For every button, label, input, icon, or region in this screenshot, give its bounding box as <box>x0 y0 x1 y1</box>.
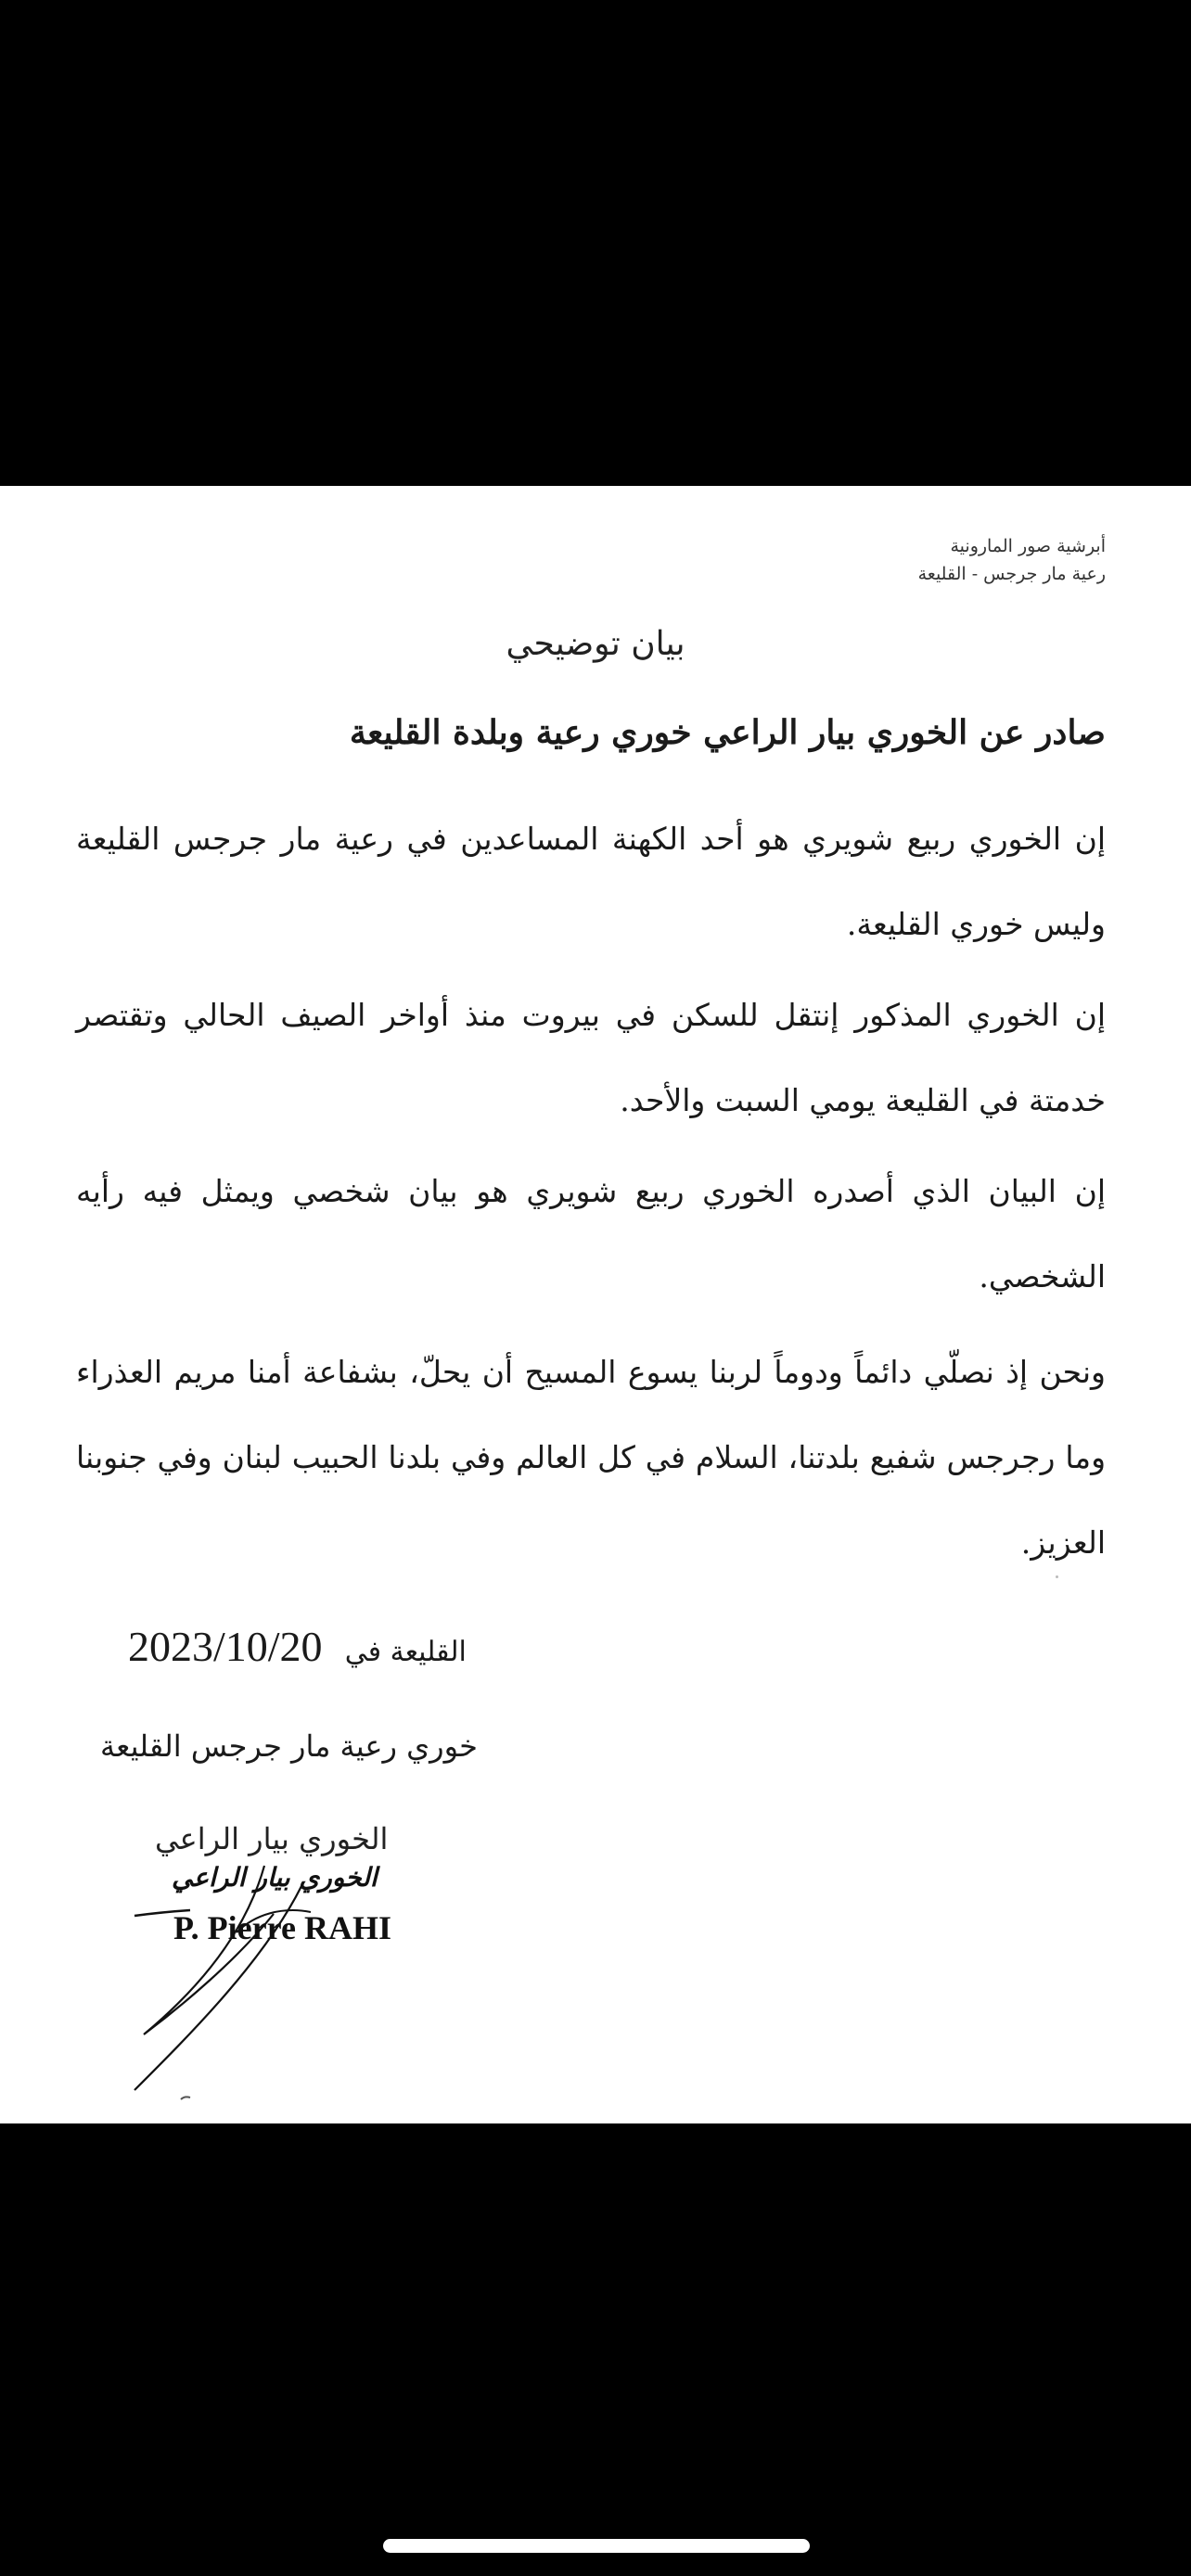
document-heading: بيان توضيحي <box>506 625 685 663</box>
scanned-letter <box>0 486 1191 2123</box>
scan-speck <box>1056 1575 1058 1578</box>
paragraph-4: ونحن إذ نصلّي دائماً ودوماً لربنا يسوع المسيح أن يحلّ، بشفاعة أمنا مريم العذراء وما رجرجس شفيع بلدتنا، السلام في كل العالم وفي بلدنا الحبيب لبنان وفي جنوبنا العزيز. <box>76 1354 1106 1561</box>
paragraph-2: إن الخوري المذكور إنتقل للسكن في بيروت منذ أواخر الصيف الحالي وتقتصر خدمتة في القليعة يومي السبت والأحد. <box>76 997 1106 1118</box>
stamp-name-arabic: الخوري بيار الراعي <box>172 1862 378 1893</box>
home-indicator[interactable] <box>383 2539 810 2553</box>
letterhead-line-diocese: أبرشية صور المارونية <box>950 536 1106 556</box>
stamp-name-latin: P. Pierre RAHI <box>173 1909 391 1946</box>
letter-place: القليعة في <box>344 1636 467 1668</box>
handwritten-signature <box>125 1821 459 2118</box>
paragraph-1: إن الخوري ربيع شويري هو أحد الكهنة المساعدين في رعية مار جرجس القليعة وليس خوري القليعة. <box>76 821 1106 942</box>
letterhead-line-parish: رعية مار جرجس - القليعة <box>917 564 1106 584</box>
letterhead <box>918 532 1106 588</box>
letter-date: 2023/10/20 <box>128 1623 323 1670</box>
signer-title: خوري رعية مار جرجس القليعة <box>100 1728 478 1764</box>
paragraph-3: إن البيان الذي أصدره الخوري ربيع شويري هو بيان شخصي ويمثل فيه رأيه الشخصي. <box>76 1173 1106 1294</box>
signer-name: الخوري بيار الراعي <box>155 1821 389 1856</box>
date-line <box>128 1622 467 1671</box>
issuer-line: صادر عن الخوري بيار الراعي خوري رعية وبلدة القليعة <box>349 713 1106 752</box>
signature-block <box>125 1821 459 2118</box>
